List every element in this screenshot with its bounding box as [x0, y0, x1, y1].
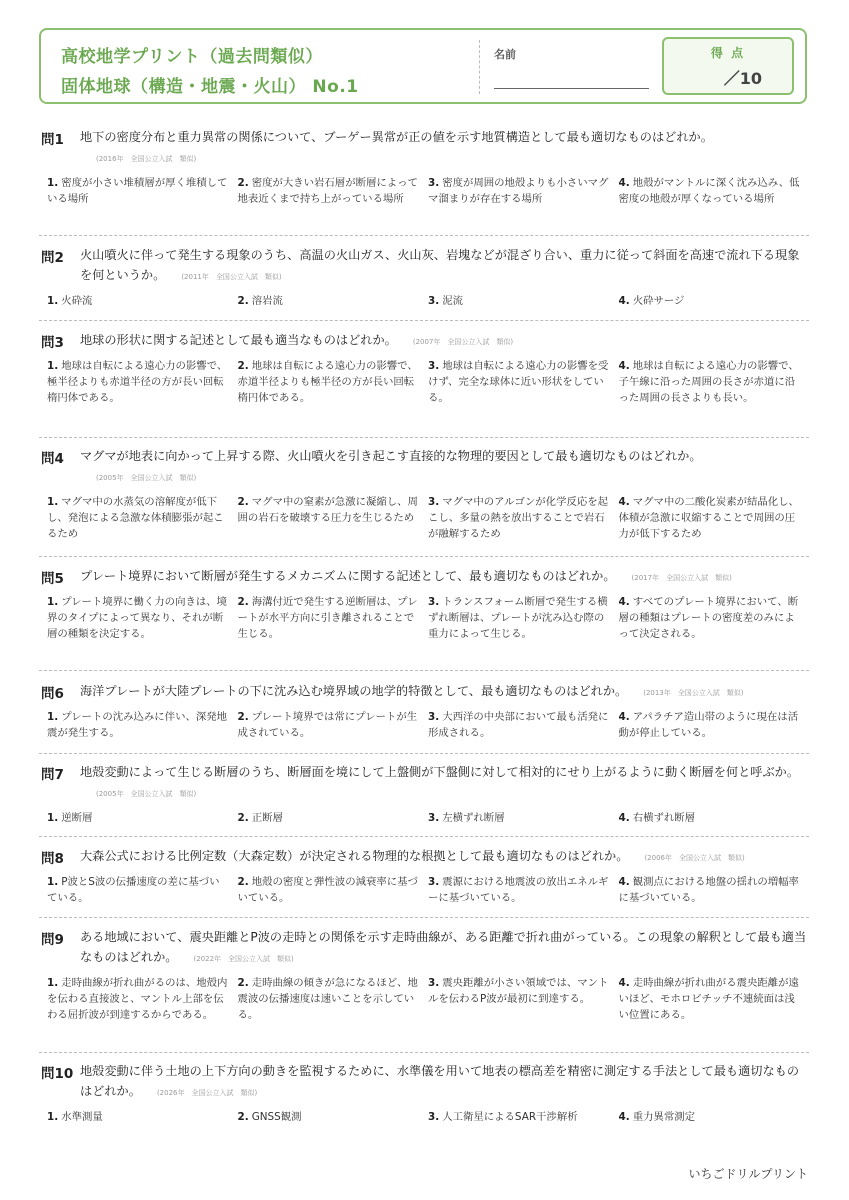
choice-4[interactable] [619, 293, 810, 309]
choice-number: 1. [47, 876, 59, 888]
question-stem: 地下の密度分布と重力異常の関係について、ブーゲー異常が正の値を示す地質構造として最も適切なものはどれか。 [80, 130, 713, 144]
choice-4[interactable] [619, 1109, 810, 1125]
choice-list [39, 1109, 809, 1125]
choice-3[interactable] [428, 494, 619, 542]
worksheet-subtitle: 固体地球（構造・地震・火山） No.1 [61, 77, 359, 97]
choice-text: マグマ中の水蒸気の溶解度が低下し、発泡による急激な体積膨張が起こるため [47, 496, 224, 540]
choice-text: プレートの沈み込みに伴い、深発地震が発生する。 [47, 711, 228, 739]
question-source: (2007年 全国公立入試 類似) [412, 338, 514, 346]
choice-number: 4. [618, 596, 630, 608]
score-box [662, 37, 794, 95]
choice-number: 4. [618, 977, 630, 989]
choice-text: プレート境界では常にプレートが生成されている。 [237, 711, 418, 739]
choice-number: 1. [47, 360, 59, 372]
question-stem: ある地域において、震央距離とP波の走時との関係を示す走時曲線が、ある距離で折れ曲がっている。この現象の解釈として最も適当なものはどれか。 [80, 930, 807, 964]
choice-text: GNSS観測 [251, 1111, 302, 1123]
choice-2[interactable] [238, 709, 429, 741]
question-divider [39, 1052, 809, 1053]
question-source: (2005年 全国公立入試 類似) [96, 474, 197, 482]
question-header [39, 762, 809, 804]
choice-1[interactable] [47, 293, 238, 309]
question-stem: 火山噴火に伴って発生する現象のうち、高温の火山ガス、火山灰、岩塊などが混ざり合い、重力に従って斜面を高速で流れ下る現象を何というか。 [80, 248, 800, 282]
choice-list [39, 975, 809, 1023]
choice-number: 1. [47, 496, 59, 508]
choice-2[interactable] [238, 1109, 429, 1125]
choice-text: 人工衛星によるSAR干渉解析 [442, 1111, 578, 1123]
choice-number: 2. [237, 711, 249, 723]
choice-4[interactable] [619, 494, 810, 542]
question-9 [39, 927, 809, 1023]
question-7 [39, 762, 809, 826]
question-stem: 地殻変動によって生じる断層のうち、断層面を境にして上盤側が下盤側に対して相対的にせり上がるように動く断層を何と呼ぶか。 [80, 765, 800, 779]
question-number: 問5 [41, 571, 64, 587]
choice-text: マグマ中のアルゴンが化学反応を起こし、多量の熱を放出することで岩石が融解するため [428, 496, 609, 540]
choice-text: 地殻の密度と弾性波の減衰率に基づいている。 [237, 876, 418, 904]
question-source: (2026年 全国公立入試 類似) [156, 1089, 258, 1097]
question-number: 問8 [41, 851, 64, 867]
choice-number: 1. [47, 177, 59, 189]
choice-number: 3. [428, 1111, 440, 1123]
question-divider [39, 320, 809, 321]
choice-text: 密度が周囲の地殻よりも小さいマグマ溜まりが存在する場所 [428, 177, 609, 205]
choice-2[interactable] [238, 293, 429, 309]
question-number: 問7 [41, 767, 64, 783]
question-number: 問1 [41, 132, 64, 148]
choice-number: 4. [618, 1111, 630, 1123]
question-text [80, 846, 809, 868]
question-number: 問4 [41, 451, 64, 467]
choice-number: 3. [428, 812, 440, 824]
question-header [39, 927, 809, 969]
question-divider [39, 670, 809, 671]
worksheet-title: 高校地学プリント（過去問類似） [61, 47, 323, 67]
question-text [80, 927, 809, 969]
choice-2[interactable] [238, 810, 429, 826]
choice-number: 2. [237, 295, 249, 307]
question-4 [39, 446, 809, 542]
choice-number: 4. [618, 812, 630, 824]
choice-1[interactable] [47, 175, 238, 207]
question-number: 問3 [41, 335, 64, 351]
choice-text: 震央距離が小さい領域では、マントルを伝わるP波が最初に到達する。 [428, 977, 609, 1005]
choice-text: 左横ずれ断層 [442, 812, 505, 824]
question-stem: 地球の形状に関する記述として最も適当なものはどれか。 [80, 333, 397, 347]
worksheet-header [39, 28, 807, 104]
choice-number: 1. [47, 1111, 59, 1123]
question-stem: 地殻変動に伴う土地の上下方向の動きを監視するために、水準儀を用いて地表の標高差を精密に測定する手法として最も適切なものはどれか。 [80, 1064, 800, 1098]
choice-text: 走時曲線が折れ曲がるのは、地殻内を伝わる直接波と、マントル上部を伝わる屈折波が到達するからである。 [47, 977, 228, 1021]
choice-list [39, 810, 809, 826]
name-field[interactable] [494, 88, 649, 89]
question-divider [39, 235, 809, 236]
question-source: (2017年 全国公立入試 類似) [631, 574, 732, 582]
question-1 [39, 127, 809, 207]
choice-3[interactable] [428, 810, 619, 826]
choice-4[interactable] [619, 874, 810, 906]
choice-text: すべてのプレート境界において、断層の種類はプレートの密度差のみによって決定される。 [618, 596, 799, 640]
question-divider [39, 917, 809, 918]
question-divider [39, 836, 809, 837]
question-text [80, 762, 809, 804]
question-number: 問2 [41, 250, 64, 266]
choice-1[interactable] [47, 975, 238, 1023]
choice-2[interactable] [238, 874, 429, 906]
choice-text: 右横ずれ断層 [632, 812, 696, 824]
choice-text: 大西洋の中央部において最も活発に形成される。 [428, 711, 609, 739]
question-header [39, 1061, 809, 1103]
choice-text: マグマ中の二酸化炭素が結晶化し、体積が急激に収縮することで周囲の圧力が低下するため [618, 496, 799, 540]
choice-text: 地殻がマントルに深く沈み込み、低密度の地殻が厚くなっている場所 [618, 177, 800, 205]
choice-list [39, 293, 809, 309]
choice-text: 観測点における地盤の揺れの増幅率に基づいている。 [618, 876, 799, 904]
question-text [80, 1061, 809, 1103]
question-10 [39, 1061, 809, 1125]
choice-list [39, 175, 809, 207]
question-source: (2011年 全国公立入試 類似) [181, 273, 282, 281]
choice-3[interactable] [428, 594, 619, 642]
choice-number: 2. [237, 1111, 249, 1123]
question-header [39, 127, 809, 169]
choice-1[interactable] [47, 810, 238, 826]
question-header [39, 681, 809, 703]
choice-3[interactable] [428, 709, 619, 741]
choice-text: 泥流 [442, 295, 463, 307]
choice-1[interactable] [47, 1109, 238, 1125]
choice-list [39, 594, 809, 642]
choice-number: 3. [428, 295, 440, 307]
choice-3[interactable] [428, 874, 619, 906]
choice-text: 震源における地震波の放出エネルギーに基づいている。 [428, 876, 609, 904]
choice-number: 4. [618, 177, 630, 189]
choice-number: 2. [237, 177, 249, 189]
question-text [80, 681, 809, 703]
choice-text: 海溝付近で発生する逆断層は、プレートが水平方向に引き離されることで生じる。 [237, 596, 418, 640]
question-text [80, 245, 809, 287]
choice-3[interactable] [428, 975, 619, 1023]
choice-number: 4. [618, 295, 630, 307]
choice-list [39, 494, 809, 542]
choice-number: 4. [618, 876, 630, 888]
choice-2[interactable] [238, 175, 429, 207]
choice-2[interactable] [238, 594, 429, 642]
question-source: (2016年 全国公立入試 類似) [96, 155, 197, 163]
choice-number: 3. [428, 977, 440, 989]
choice-list [39, 874, 809, 906]
question-divider [39, 753, 809, 754]
choice-3[interactable] [428, 175, 619, 207]
choice-4[interactable] [619, 594, 810, 642]
question-header [39, 846, 809, 868]
question-header [39, 245, 809, 287]
choice-2[interactable] [238, 494, 429, 542]
choice-text: アパラチア造山帯のように現在は活動が停止している。 [618, 711, 799, 739]
question-6 [39, 681, 809, 741]
question-stem: プレート境界において断層が発生するメカニズムに関する記述として、最も適切なものはどれか。 [80, 569, 616, 583]
choice-text: P波とS波の伝播速度の差に基づいている。 [47, 876, 220, 904]
question-3 [39, 330, 809, 406]
choice-number: 3. [428, 596, 440, 608]
question-5 [39, 566, 809, 642]
choice-text: 地球は自転による遠心力の影響で、赤道半径よりも極半径の方が長い回転楕円体である。 [237, 360, 418, 404]
question-header [39, 446, 809, 488]
choice-text: 地球は自転による遠心力の影響で、子午線に沿った周囲の長さが赤道に沿った周囲の長さよりも長い。 [618, 360, 799, 404]
question-divider [39, 437, 809, 438]
choice-number: 1. [47, 295, 59, 307]
question-source: (2013年 全国公立入試 類似) [643, 689, 744, 697]
choice-text: 走時曲線が折れ曲がる震央距離が遠いほど、モホロビチッチ不連続面は浅い位置にある。 [618, 977, 799, 1021]
choice-1[interactable] [47, 709, 238, 741]
question-number: 問9 [41, 932, 64, 948]
choice-number: 2. [237, 812, 249, 824]
question-text [80, 127, 809, 169]
choice-4[interactable] [619, 810, 810, 826]
question-stem: 大森公式における比例定数（大森定数）が決定される物理的な根拠として最も適切なものはどれか。 [80, 849, 629, 863]
choice-text: 地球は自転による遠心力の影響で、極半径よりも赤道半径の方が長い回転楕円体である。 [47, 360, 228, 404]
choice-number: 3. [428, 876, 440, 888]
choice-number: 4. [618, 711, 630, 723]
choice-list [39, 358, 809, 406]
choice-number: 2. [237, 360, 249, 372]
question-text [80, 330, 809, 352]
question-2 [39, 245, 809, 309]
choice-1[interactable] [47, 494, 238, 542]
choice-4[interactable] [619, 358, 810, 406]
choice-number: 1. [47, 596, 59, 608]
choice-number: 1. [47, 711, 59, 723]
score-label: 得 点 [710, 46, 746, 60]
choice-number: 2. [237, 596, 249, 608]
choice-text: プレート境界に働く力の向きは、境界のタイプによって異なり、それが断層の種類を決定する。 [47, 596, 228, 640]
choice-text: 溶岩流 [251, 295, 283, 307]
choice-number: 3. [428, 177, 440, 189]
choice-text: トランスフォーム断層で発生する横ずれ断層は、プレートが沈み込む際の重力によって生じる。 [428, 596, 608, 640]
choice-number: 3. [428, 496, 440, 508]
choice-text: 重力異常測定 [632, 1111, 696, 1123]
choice-4[interactable] [619, 709, 810, 741]
question-source: (2006年 全国公立入試 類似) [644, 854, 745, 862]
choice-list [39, 709, 809, 741]
name-label: 名前 [494, 48, 516, 61]
question-stem: マグマが地表に向かって上昇する際、火山噴火を引き起こす直接的な物理的要因として最も適切なものはどれか。 [80, 449, 702, 463]
question-stem: 海洋プレートが大陸プレートの下に沈み込む境界域の地学的特徴として、最も適切なものはどれか。 [80, 684, 628, 698]
question-8 [39, 846, 809, 906]
choice-text: 水準測量 [61, 1111, 103, 1123]
choice-4[interactable] [619, 975, 810, 1023]
choice-number: 3. [428, 711, 440, 723]
question-text [80, 566, 809, 588]
choice-text: 密度が小さい堆積層が厚く堆積している場所 [47, 177, 228, 205]
choice-3[interactable] [428, 1109, 619, 1125]
choice-text: 正断層 [251, 812, 283, 824]
question-header [39, 330, 809, 352]
choice-4[interactable] [619, 175, 810, 207]
choice-number: 1. [47, 812, 59, 824]
choice-text: マグマ中の窒素が急激に凝縮し、周囲の岩石を破壊する圧力を生じるため [237, 496, 418, 524]
choice-number: 1. [47, 977, 59, 989]
question-header [39, 566, 809, 588]
question-divider [39, 556, 809, 557]
question-number: 問6 [41, 686, 64, 702]
choice-number: 2. [237, 977, 249, 989]
choice-text: 密度が大きい岩石層が断層によって地表近くまで持ち上がっている場所 [237, 177, 418, 205]
choice-text: 地球は自転による遠心力の影響を受けず、完全な球体に近い形状をしている。 [428, 360, 609, 404]
question-text [80, 446, 809, 488]
choice-3[interactable] [428, 293, 619, 309]
choice-3[interactable] [428, 358, 619, 406]
question-source: (2005年 全国公立入試 類似) [96, 790, 197, 798]
choice-number: 2. [237, 876, 249, 888]
choice-number: 2. [237, 496, 249, 508]
choice-text: 走時曲線の傾きが急になるほど、地震波の伝播速度は速いことを示している。 [237, 977, 418, 1021]
choice-2[interactable] [238, 975, 429, 1023]
header-divider [479, 40, 480, 94]
choice-number: 4. [618, 360, 630, 372]
question-source: (2022年 全国公立入試 類似) [193, 955, 294, 963]
choice-text: 火砕流 [61, 295, 93, 307]
choice-text: 火砕サージ [632, 295, 685, 307]
choice-2[interactable] [238, 358, 429, 406]
choice-1[interactable] [47, 874, 238, 906]
score-value: ／10 [723, 69, 762, 88]
choice-text: 逆断層 [61, 812, 93, 824]
choice-number: 4. [618, 496, 630, 508]
footer-brand: いちごドリルプリント [688, 1167, 808, 1181]
question-number: 問10 [41, 1066, 74, 1082]
choice-number: 3. [428, 360, 440, 372]
choice-1[interactable] [47, 358, 238, 406]
choice-1[interactable] [47, 594, 238, 642]
